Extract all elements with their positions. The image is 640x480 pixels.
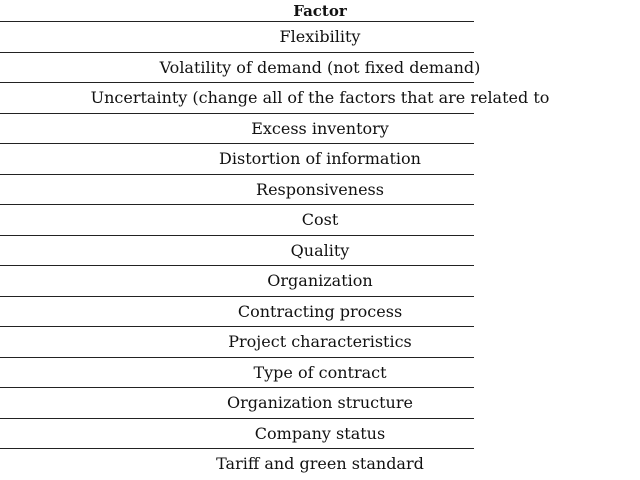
table-header-row [0,0,474,22]
table-row [0,83,550,114]
factor-cell: Cost [301,210,339,229]
table-row [0,449,474,480]
table-row [0,358,474,389]
factor-cell: Company status [254,423,386,443]
table-row [0,236,474,267]
factor-cell: Excess inventory [251,118,389,138]
table-row [0,144,474,175]
factor-cell: Uncertainty (change all of the factors that are related to [90,88,550,107]
table-row [0,266,474,297]
table-row [0,114,474,145]
table-row [0,297,474,328]
table-row [0,22,474,53]
factor-cell: Distortion of information [219,149,421,168]
factor-cell: Project characteristics [228,332,412,351]
table-row [0,327,474,358]
factor-cell: Organization structure [227,393,413,412]
factor-cell: Quality [290,240,350,260]
factor-cell: Responsiveness [256,179,384,199]
column-header-factor: Factor [293,2,347,20]
table-row [0,419,474,450]
factor-cell: Volatility of demand (not fixed demand) [159,57,481,77]
table-row [0,175,474,206]
factor-cell: Organization [267,271,373,290]
factor-cell: Type of contract [253,362,387,382]
table-row [0,388,474,419]
table-row [0,205,474,236]
table-row [0,53,481,84]
factor-cell: Contracting process [237,301,403,321]
factor-cell: Flexibility [279,27,361,46]
factor-cell: Tariff and green standard [216,454,424,473]
